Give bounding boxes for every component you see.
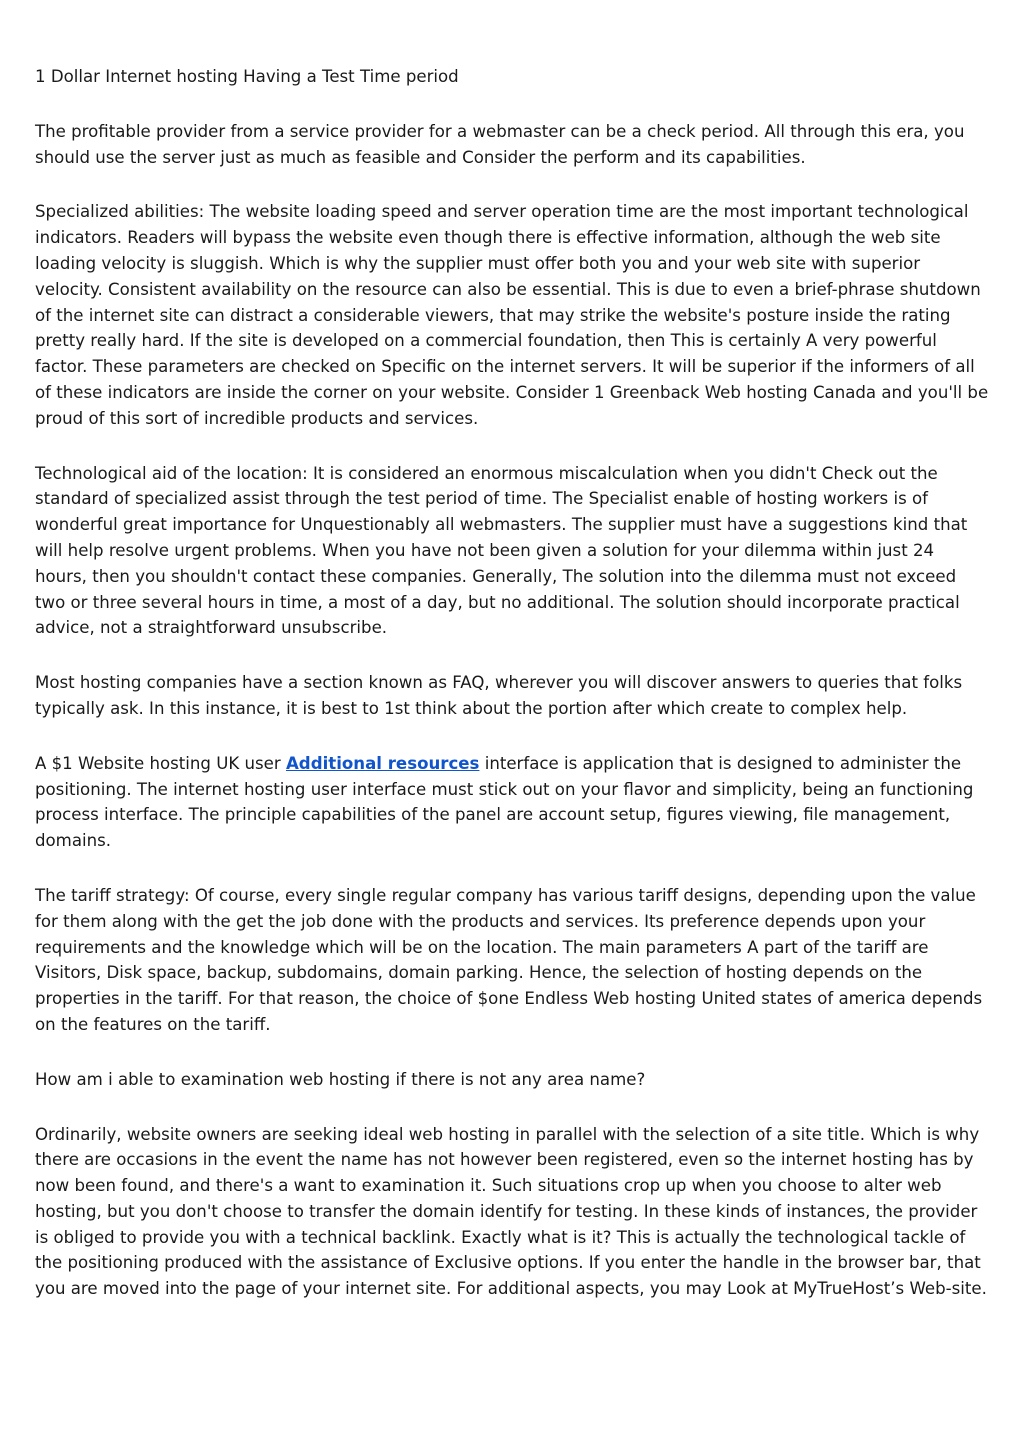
paragraph-ordinarily: Ordinarily, website owners are seeking ideal web hosting in parallel with the selection of a site title. Which is why there are occasions in the event the name has not however been registered, even so the internet hosting has by now been found, and there's a want to examination it. Such situations crop up when you choose to alter web hosting, but you don't choose to transfer the domain identify for testing. In these kinds of instances, the provider is obliged to provide you with a technical backlink. Exactly what is it? This is actually the technological tackle of the positioning produced with the assistance of Exclusive options. If you enter the handle in the browser bar, that you are moved into the page of your internet site. For additional aspects, you may Look at MyTrueHost’s Web-site. bbox=[35, 1124, 987, 1299]
paragraph-specialized-abilities: Specialized abilities: The website loading speed and server operation time are the most important technological indicators. Readers will bypass the website even though there is effective information, although the web site loading velocity is sluggish. Which is why the supplier must offer both you and your web site with superior velocity. Consistent availability on the resource can also be essential. This is due to even a brief-phrase shutdown of the internet site can distract a considerable viewers, that may strike the website's posture inside the rating pretty really hard. If the site is developed on a commercial foundation, then This is certainly A very powerful factor. These parameters are checked on Specific on the internet servers. It will be superior if the informers of all of these indicators are inside the corner on your website. Consider 1 Greenback Web hosting Canada and you'll be proud of this sort of incredible products and services. bbox=[35, 202, 989, 428]
paragraph-tariff-strategy: The tariff strategy: Of course, every single regular company has various tariff designs, depending upon the value for them along with the get the job done with the products and services. Its preference depends upon your requirements and the knowledge which will be on the location. The main parameters A part of the tariff are Visitors, Disk space, backup, subdomains, domain parking. Hence, the selection of hosting depends on the properties in the tariff. For that reason, the choice of $one Endless Web hosting United states of america depends on the features on the tariff. bbox=[35, 885, 983, 1034]
additional-resources-link[interactable]: Additional resources bbox=[285, 753, 480, 773]
paragraph-user-interface-text-start: A $1 Website hosting UK user bbox=[35, 753, 286, 773]
paragraph-faq: Most hosting companies have a section known as FAQ, wherever you will discover answers to queries that folks typically ask. In this instance, it is best to 1st think about the portion after which create to complex help. bbox=[35, 673, 963, 718]
paragraph-user-interface bbox=[35, 751, 991, 854]
document-body bbox=[35, 64, 991, 1331]
paragraph-technological-aid: Technological aid of the location: It is considered an enormous miscalculation when you didn't Check out the standard of specialized assist through the test period of time. The Specialist enable of hosting workers is of wonderful great importance for Unquestionably all webmasters. The supplier must have a suggestions kind that will help resolve urgent problems. When you have not been given a solution for your dilemma within just 24 hours, then you shouldn't contact these companies. Generally, The solution into the dilemma must not exceed two or three several hours in time, a most of a day, but no additional. The solution should incorporate practical advice, not a straightforward unsubscribe. bbox=[35, 463, 968, 638]
paragraph-user-interface-text-end: interface is application that is designed to administer the positioning. The internet hosting user interface must stick out on your flavor and simplicity, being an functioning process interface. The principle capabilities of the panel are account setup, figures viewing, file management, domains. bbox=[35, 753, 974, 851]
document-title: 1 Dollar Internet hosting Having a Test Time period bbox=[35, 67, 459, 86]
paragraph-intro: The profitable provider from a service provider for a webmaster can be a check period. All through this era, you should use the server just as much as feasible and Consider the perform and its capabilities. bbox=[35, 121, 965, 167]
paragraph-question: How am i able to examination web hosting if there is not any area name? bbox=[35, 1069, 646, 1089]
